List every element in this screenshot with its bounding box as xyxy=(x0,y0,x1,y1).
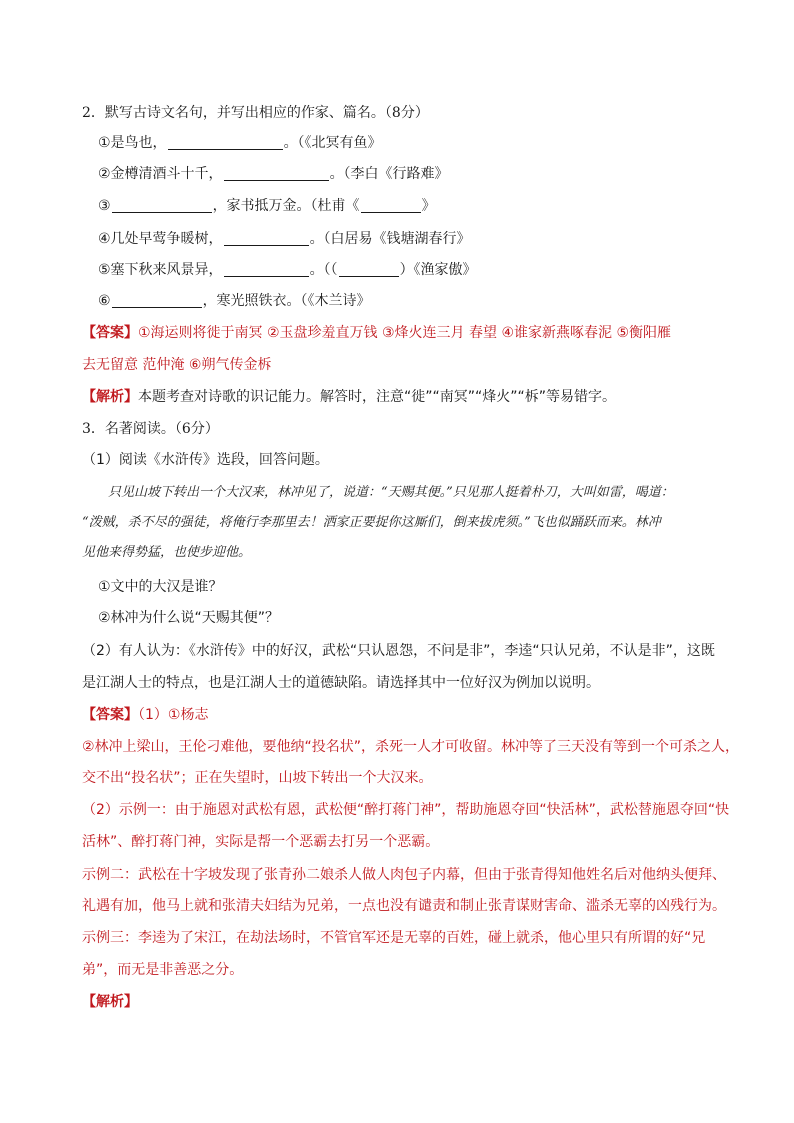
q3-question-1: ①文中的大汉是谁？ xyxy=(98,579,223,595)
q2-item-3-pre: ③ xyxy=(98,198,111,214)
q2-item-4-pre: ④几处早莺争暖树， xyxy=(98,231,223,247)
q2-stem: 2．默写古诗文名句，并写出相应的作家、篇名。（8分） xyxy=(82,105,429,121)
q3-answer-tag: 【答案】 xyxy=(82,707,138,723)
q3-answer-first-text: （1）①杨志 xyxy=(138,707,209,723)
q2-item-2-pre: ②金樽清酒斗十千， xyxy=(98,166,223,182)
q3-answer-line-4: 活林”、醉打蒋门神，实际是帮一个恶霸去打另一个恶霸。 xyxy=(82,834,440,850)
q2-answer-line-1 xyxy=(82,323,671,343)
q3-answer-line-5: 示例二：武松在十字坡发现了张青孙二娘杀人做人肉包子内幕，但由于张青得知他姓名后对他纳头便拜、 xyxy=(82,867,726,883)
q2-item-2-post: 。（李白《行路难》 xyxy=(329,166,449,182)
q2-item-6-blank[interactable] xyxy=(112,293,202,308)
q2-item-6-post: ，寒光照铁衣。（《木兰诗》 xyxy=(202,293,371,309)
q2-item-5-post: ）《渔家傲》 xyxy=(399,262,477,278)
q3-answer-line-1: ②林冲上梁山，王伦刁难他，要他纳“投名状”，杀死一人才可收留。林冲等了三天没有等到一个可杀之人， xyxy=(82,739,740,755)
q2-item-5-author-blank[interactable] xyxy=(339,262,399,277)
q2-analysis xyxy=(82,387,616,407)
q2-item-6-pre: ⑥ xyxy=(98,293,111,309)
q2-item-3-title-blank[interactable] xyxy=(361,198,421,213)
q2-item-5 xyxy=(98,260,477,280)
q3-stem: 3．名著阅读。（6分） xyxy=(82,421,219,437)
q3-answer-line-2: 交不出“投名状”；正在失望时，山坡下转出一个大汉来。 xyxy=(82,770,433,786)
q2-item-4-post: 。（白居易《钱塘湖春行》 xyxy=(309,231,471,247)
q2-item-3 xyxy=(98,196,436,216)
q3-sub2-line-2: 是江湖人士的特点，也是江湖人士的道德缺陷。请选择其中一位好汉为例加以说明。 xyxy=(82,675,600,691)
q3-sub2-line-1: （2）有人认为：《水浒传》中的好汉，武松“只认恩怨，不问是非”，李逵“只认兄弟，不认是非”，这既 xyxy=(82,643,715,659)
q2-item-3-mid: ，家书抵万金。（杜甫《 xyxy=(212,198,360,214)
q2-answer-text-1: ①海运则将徙于南冥 ②玉盘珍羞直万钱 ③烽火连三月 春望 ④谁家新燕啄春泥 ⑤衡阳雁 xyxy=(138,325,672,341)
q2-item-3-post: 》 xyxy=(421,198,436,214)
q3-excerpt-line-3: 见他来得势猛，也使步迎他。 xyxy=(82,545,252,560)
q2-item-3-blank[interactable] xyxy=(112,198,212,213)
q2-item-1-pre: ①是鸟也， xyxy=(98,135,167,151)
q3-excerpt-line-2: “泼贼，杀不尽的强徒，将俺行李那里去！洒家正要捉你这厮们，倒来拔虎须。”飞也似踊跃而来。林冲 xyxy=(82,515,661,530)
q2-analysis-text: 本题考查对诗歌的识记能力。解答时，注意“徙”“南冥”“烽火”“柝”等易错字。 xyxy=(138,389,617,405)
q2-item-5-mid: 。（（ xyxy=(309,262,338,278)
q2-item-6 xyxy=(98,291,371,311)
q2-item-2-blank[interactable] xyxy=(224,166,329,181)
q2-item-4 xyxy=(98,229,471,249)
q2-item-5-pre: ⑤塞下秋来风景异， xyxy=(98,262,223,278)
q2-item-2 xyxy=(98,164,449,184)
q3-question-2: ②林冲为什么说“天赐其便”？ xyxy=(98,610,280,626)
q3-analysis-tag: 【解析】 xyxy=(82,994,138,1010)
q3-answer-first xyxy=(82,705,208,725)
q3-answer-line-6: 礼遇有加，他马上就和张清夫妇结为兄弟，一点也没有谴责和制止张青谋财害命、滥杀无辜的凶残行为。 xyxy=(82,898,726,914)
q2-item-1-blank[interactable] xyxy=(168,135,283,150)
q2-item-1-post: 。（《北冥有鱼》 xyxy=(283,135,382,151)
q3-answer-line-3: （2）示例一：由于施恩对武松有恩，武松便“醉打蒋门神”，帮助施恩夺回“快活林”，武松替施恩夺回“快 xyxy=(82,802,730,818)
q2-item-1 xyxy=(98,133,382,153)
q3-answer-line-7: 示例三：李逵为了宋江，在劫法场时，不管官军还是无辜的百姓，碰上就杀，他心里只有所谓的好“兄 xyxy=(82,930,706,946)
q2-answer-line-2: 去无留意 范仲淹 ⑥朔气传金柝 xyxy=(82,357,272,373)
q2-item-5-blank[interactable] xyxy=(224,262,309,277)
q2-item-4-blank[interactable] xyxy=(224,231,309,246)
q3-excerpt-line-1: 只见山坡下转出一个大汉来，林冲见了，说道：“天赐其便。”只见那人挺着朴刀，大叫如雷，喝道： xyxy=(108,485,674,500)
q3-sub1: （1）阅读《水浒传》选段，回答问题。 xyxy=(82,452,329,468)
q2-answer-tag: 【答案】 xyxy=(82,325,138,341)
q3-answer-line-8: 弟”，而无是非善恶之分。 xyxy=(82,962,244,978)
q2-analysis-tag: 【解析】 xyxy=(82,389,138,405)
